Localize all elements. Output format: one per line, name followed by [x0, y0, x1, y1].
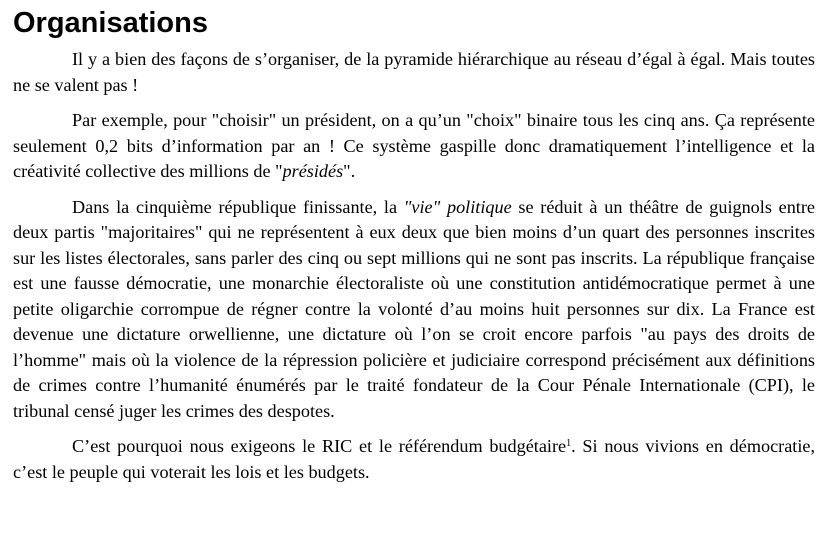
paragraph-example-emphasis: présidés: [282, 161, 344, 181]
page-title: Organisations: [13, 7, 208, 39]
paragraph-intro-text: Il y a bien des façons de s’organiser, de la pyramide hiérarchique au réseau d’égal à égal. Mais toutes ne se valent pas !: [13, 49, 815, 95]
paragraph-republic: [13, 195, 815, 425]
paragraph-example-text-before: Par exemple, pour "choisir" un président, on a qu’un "choix" binaire tous les cinq ans. Ça représente seulement 0,2 bits d’information par an ! Ce système gaspille donc dramatiquement l’intelligence et la créativité collective des millions de ": [13, 110, 815, 181]
paragraph-example: [13, 108, 815, 185]
footnote-marker[interactable]: 1: [566, 438, 572, 449]
paragraph-ric-text-after: . Si nous vivions en démocratie, c’est le peuple qui voterait les lois et les budgets.: [13, 436, 815, 482]
paragraph-ric: [13, 434, 815, 485]
paragraph-intro: [13, 47, 815, 98]
paragraph-republic-text-before: Dans la cinquième république finissante, la: [72, 196, 404, 217]
paragraph-ric-text-before: C’est pourquoi nous exigeons le RIC et le référendum budgétaire: [72, 436, 567, 456]
document-page: [13, 0, 815, 495]
paragraph-example-text-after: ".: [343, 161, 356, 181]
paragraph-republic-text-after: se réduit à un théâtre de guignols entre deux partis "majoritaires" qui ne représentent à eux deux que bien moins d’un quart des personnes inscrites sur les listes électorales, sans parler des cinq ou sept millions qui ne sont pas inscrits. La république française est une fausse démocratie, une monarchie électoraliste où une constitution antidémocratique permet à une petite oligarchie corrompue de régner contre la volonté d’au moins huit personnes sur dix. La France est devenue une dictature orwellienne, une dictature où l’on se croit encore parfois "au pays des droits de l’homme" mais où la violence de la répression policière et judiciaire correspond précisément aux définitions de crimes contre l’humanité énumérés par le traité fondateur de la Cour Pénale Internationale (CPI), le tribunal censé juger les crimes des despotes.: [13, 196, 815, 421]
paragraph-republic-emphasis: "vie" politique: [403, 196, 512, 217]
